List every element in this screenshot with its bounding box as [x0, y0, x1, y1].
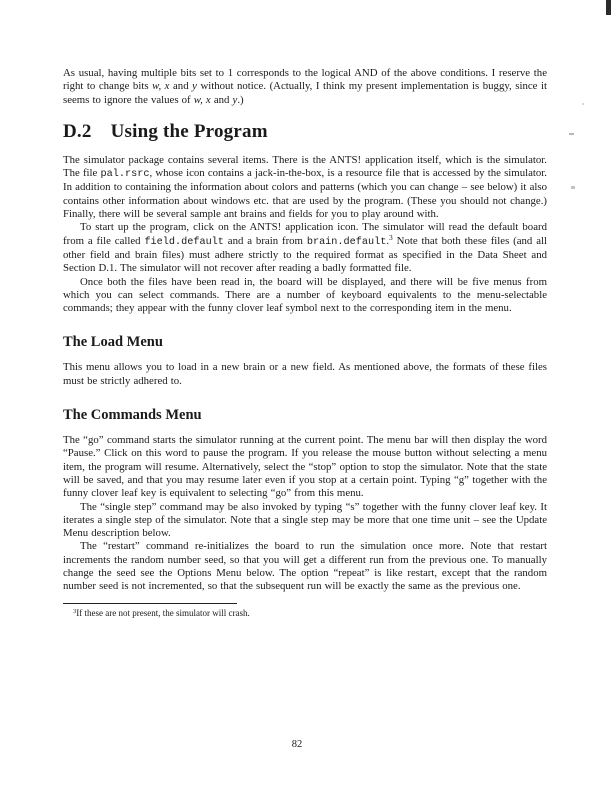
text-run: The simulator package contains several items. There is the ANTS! application itself, which is the simulator. The file: [63, 153, 547, 180]
math-variables: w, x: [152, 80, 170, 93]
subsection-heading-commands-menu: The Commands Menu: [63, 407, 202, 424]
paragraph: [63, 434, 547, 500]
math-variable: y: [192, 80, 197, 93]
text-run: without notice. (Actually, I think my present implementation is buggy, since it seems to ignore the values of: [63, 80, 547, 106]
text-run: Once both the files have been read in, the board will be displayed, and there will be five menus from which you can select commands. There are a number of keyboard equivalents to the menu-selectable commands; they appear with the funny clover leaf symbol next to the corresponding item in the menu.: [63, 275, 547, 315]
scan-artifact-speck: [571, 186, 575, 189]
footnote-block: [63, 603, 547, 620]
paragraph: [63, 540, 547, 593]
text-run: , whose icon contains a jack-in-the-box, is a resource file that is accessed by the simulator. In addition to containing the information about colors and patterns (which you can change – see below) it also contains other information about windows etc. that are used by the program. (These you should not change.) Finally, there will be several sample ant brains and fields for you to play around with.: [63, 167, 547, 221]
intro-paragraph: [63, 67, 547, 107]
text-run: The “single step” command may be also invoked by typing “s” together with the funny clover leaf key. It iterates a single step of the simulator. Note that a single step may be more that one time unit – see the Update Menu description below.: [63, 500, 547, 540]
text-run: The “go” command starts the simulator running at the current point. The menu bar will then display the word “Pause.” Click on this word to pause the program. If you release the mouse button without selecting a menu item, the program will resume. Alternatively, select the “stop” option to stop the simulator. Note that the state will be saved, and that you may resume later even if you stop at a certain point. Typing “g” together with the funny clover leaf key is equivalent to selecting “go” from this menu.: [63, 434, 547, 500]
text-run: To start up the program, click on the ANTS! application icon. The simulator will read the default board from a file called: [63, 221, 547, 247]
subsection-heading-load-menu: The Load Menu: [63, 334, 163, 351]
paragraph: [63, 221, 547, 275]
math-variable: y: [232, 93, 238, 106]
paragraph: [63, 154, 547, 221]
footnote-reference: 3: [389, 232, 393, 242]
page-number: 82: [291, 739, 303, 750]
section-heading: [63, 121, 547, 143]
section-title: Using the Program: [110, 120, 268, 142]
footnote-marker: 3: [73, 607, 77, 615]
text-run: .: [386, 234, 390, 247]
scan-artifact-speck: [582, 103, 584, 105]
text-run: .): [237, 93, 244, 106]
text-run: If these are not present, the simulator will crash.: [76, 607, 250, 618]
filename: brain.default: [306, 236, 387, 248]
paragraph: [63, 501, 547, 541]
section-number: D.2: [63, 120, 92, 142]
paragraph: [63, 361, 547, 388]
text-run: Note that both these files (and all other field and brain files) must adhere strictly to the required format as specified in the Data Sheet and Section D.1. The simulator will not recover after reading a badly formatted file.: [63, 234, 547, 275]
paragraph: [63, 276, 547, 316]
filename: field.default: [144, 236, 224, 248]
footnote-rule: [63, 603, 237, 604]
footnote-text: [63, 608, 547, 620]
text-run: The “restart” command re-initializes the board to run the simulation once more. Note that restart increments the random number seed, so that you will get a different run from the previous one. To manually change the seed see the Options Menu below. The option “repeat” is like restart, except that the random number seed is not incremented, so that the subsequent run will be exactly the same as the previous one.: [63, 540, 547, 593]
scan-artifact-corner-bar: [606, 0, 611, 15]
text-run: and a brain from: [223, 234, 307, 247]
text-run: As usual, having multiple bits set to 1 corresponds to the logical AND of the above conditions. I reserve the right to change bits: [63, 67, 547, 93]
math-variables: w, x: [193, 93, 211, 106]
scan-artifact-speck: [569, 133, 574, 135]
text-run: and: [210, 93, 233, 106]
text-run: This menu allows you to load in a new brain or a new field. As mentioned above, the formats of these files must be strictly adhered to.: [63, 361, 547, 387]
text-block: [63, 0, 547, 619]
filename: pal.rsrc: [100, 169, 150, 181]
text-run: and: [169, 80, 193, 93]
